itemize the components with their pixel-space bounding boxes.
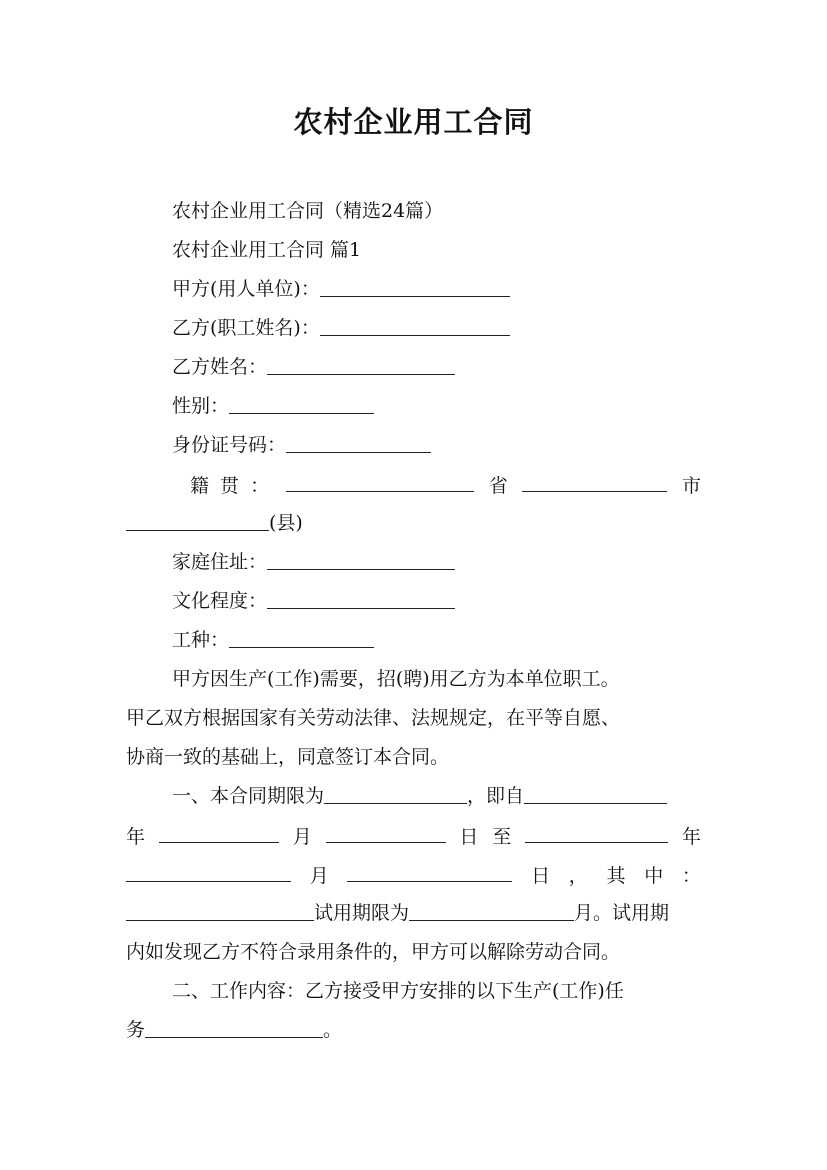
clause1-line4 — [126, 900, 669, 926]
comma: ， — [568, 865, 588, 887]
year-word-2: 年 — [681, 826, 701, 848]
native-row — [126, 471, 701, 499]
clause2-line1: 二、工作内容：乙方接受甲方安排的以下生产(工作)任 — [172, 980, 624, 1002]
task-text: 务 — [126, 1019, 146, 1041]
id-blank[interactable] — [286, 432, 431, 453]
city-word: 市 — [681, 475, 701, 497]
month-word-2: 月 — [309, 865, 329, 887]
year-word: 年 — [126, 826, 146, 848]
b-name-blank[interactable] — [267, 354, 455, 375]
party-b-blank[interactable] — [320, 315, 510, 336]
native-province-blank[interactable] — [286, 471, 474, 492]
b-name-label: 乙方姓名： — [172, 356, 268, 378]
clause1-line5: 内如发现乙方不符合录用条件的，甲方可以解除劳动合同。 — [126, 941, 621, 963]
task-blank[interactable] — [145, 1017, 323, 1038]
job-type-row — [172, 627, 374, 653]
trial-start-blank[interactable] — [126, 900, 314, 921]
trial-end-text: 月。试用期 — [574, 902, 670, 924]
gender-label: 性别： — [172, 395, 230, 417]
to-word: 至 — [492, 826, 512, 848]
subtitle: 农村企业用工合同（精选24篇） — [172, 200, 444, 222]
term-blank[interactable] — [324, 783, 467, 804]
native-row-2 — [126, 510, 303, 536]
education-label: 文化程度： — [172, 590, 268, 612]
address-row — [172, 549, 455, 575]
address-label: 家庭住址： — [172, 551, 268, 573]
clause2-line2 — [126, 1017, 342, 1043]
party-a-label: 甲方(用人单位)： — [172, 278, 320, 300]
period: 。 — [323, 1019, 343, 1041]
job-type-label: 工种： — [172, 629, 230, 651]
gender-blank[interactable] — [229, 393, 374, 414]
native-county-blank[interactable] — [126, 510, 269, 531]
colon: ： — [681, 865, 701, 887]
middle-word: 中 — [644, 865, 664, 887]
id-label: 身份证号码： — [172, 434, 287, 456]
term-text: 一、本合同期限为 — [172, 785, 325, 807]
id-row — [172, 432, 431, 458]
job-type-blank[interactable] — [229, 627, 374, 648]
para1-line3: 协商一致的基础上，同意签订本合同。 — [126, 746, 450, 768]
among-word: 其 — [606, 865, 626, 887]
end-day-blank[interactable] — [347, 861, 512, 882]
start-day-blank[interactable] — [326, 822, 446, 843]
province-word: 省 — [488, 475, 508, 497]
day-word: 日 — [459, 826, 479, 848]
from-text: ，即自 — [467, 785, 525, 807]
clause1-line3 — [126, 861, 701, 889]
para1-line1: 甲方因生产(工作)需要，招(聘)用乙方为本单位职工。 — [172, 668, 620, 690]
from-blank[interactable] — [524, 783, 667, 804]
day-word-2: 日 — [531, 865, 551, 887]
month-word: 月 — [292, 826, 312, 848]
native-label: 籍 贯 ： — [190, 475, 272, 497]
education-row — [172, 588, 455, 614]
education-blank[interactable] — [267, 588, 455, 609]
document-title: 农村企业用工合同 — [293, 105, 534, 139]
county-word: (县) — [269, 512, 303, 534]
b-name-row — [172, 354, 455, 380]
trial-length-blank[interactable] — [409, 900, 574, 921]
party-a-blank[interactable] — [320, 276, 510, 297]
start-month-blank[interactable] — [159, 822, 279, 843]
clause1-line2 — [126, 822, 701, 850]
part-heading: 农村企业用工合同 篇1 — [172, 239, 362, 261]
party-b-label: 乙方(职工姓名)： — [172, 317, 320, 339]
end-year-blank[interactable] — [525, 822, 668, 843]
gender-row — [172, 393, 374, 419]
address-blank[interactable] — [267, 549, 455, 570]
clause1-line1 — [172, 783, 667, 809]
trial-text: 试用期限为 — [314, 902, 410, 924]
party-b-row — [172, 315, 510, 341]
para1-line2: 甲乙双方根据国家有关劳动法律、法规规定，在平等自愿、 — [126, 707, 621, 729]
end-month-blank[interactable] — [126, 861, 291, 882]
party-a-row — [172, 276, 510, 302]
native-city-blank[interactable] — [522, 471, 667, 492]
